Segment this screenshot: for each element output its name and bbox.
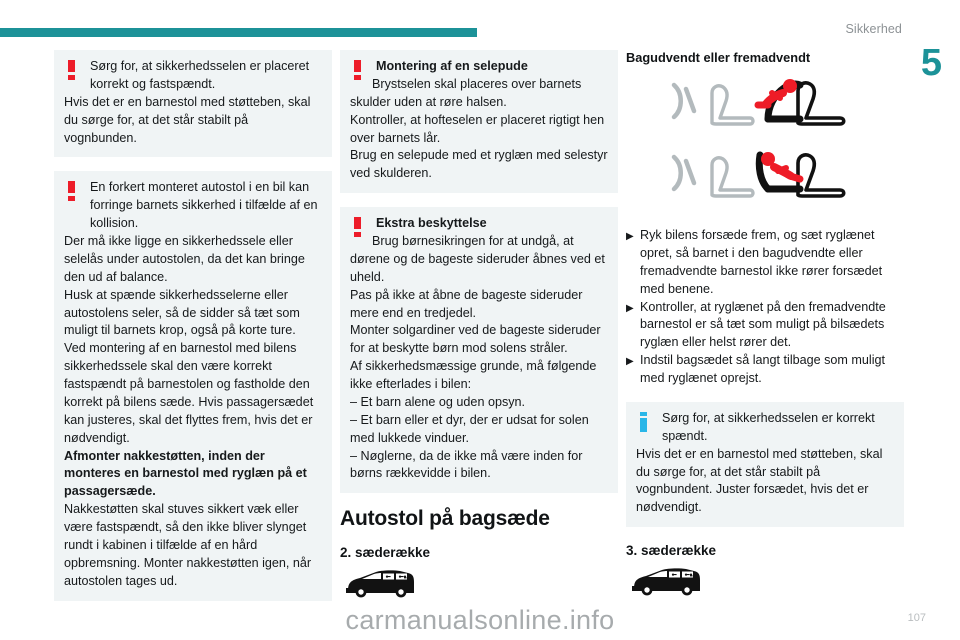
- site-watermark: carmanualsonline.info: [345, 605, 615, 635]
- warning-exclamation-icon: [354, 60, 361, 80]
- column-right: [626, 50, 904, 608]
- callout-body-text-1: Der må ikke ligge en sikkerhedssele eller selelås under autostolen, da det kan bringe den ud af balance.: [64, 234, 305, 284]
- warning-exclamation-icon: [354, 217, 361, 237]
- child-seat-orientation-diagrams: [650, 71, 880, 221]
- callout-lead-text: En forkert monteret autostol i en bil kan forringe barnets sikkerhed i tilfælde af en kollision.: [90, 180, 318, 231]
- warning-callout-extra-protection: [340, 207, 618, 493]
- callout-title: Montering af en selepude: [376, 59, 528, 73]
- callout-body-text: Hvis det er en barnestol med støtteben, skal du sørge for, at det står stabilt på vognbundent. Juster forsædet, hvis det er nødvendigt.: [636, 446, 883, 515]
- column-middle: [340, 50, 618, 610]
- callout-body-text-4: Nakkestøtten skal stuves sikkert væk eller være fastspændt, så den ikke bliver slynget rundt i kabinen i tilfælde af en hård opbremsning. Monter nakkestøtten igen, når autostolen tages ud.: [64, 502, 312, 588]
- warning-callout-booster-cushion: [340, 50, 618, 193]
- instruction-step: [626, 227, 904, 299]
- instruction-step: [626, 299, 904, 353]
- chapter-number: 5: [920, 42, 942, 84]
- callout-bullet-item: – Et barn alene og uden opsyn.: [350, 394, 526, 409]
- instruction-step-text: Kontroller, at ryglænet på den fremadvendte barnestol er så tæt som muligt på bilsædets ryglæn eller helst rører det.: [640, 299, 886, 350]
- callout-body-text-1: Pas på ikke at åbne de bageste sideruder mere end en tredjedel.: [350, 287, 583, 320]
- subsection-heading-third-row: 3. sæderække: [626, 543, 717, 559]
- column-left: [54, 50, 332, 615]
- header-accent-bar: [0, 28, 477, 37]
- warning-exclamation-icon: [68, 181, 75, 201]
- info-icon: [640, 412, 647, 432]
- callout-lead-text: Brug børnesikringen for at undgå, at dørene og de bageste sideruder åbnes ved et uheld.: [350, 234, 605, 284]
- callout-body-text: Hvis det er en barnestol med støtteben, skal du sørge for, at det står stabilt på vognbunden.: [64, 94, 311, 145]
- callout-body-text-1: Kontroller, at hofteselen er placeret rigtigt hen over barnets lår.: [350, 112, 605, 145]
- warning-exclamation-icon: [68, 60, 75, 80]
- heading-rear-or-forward-facing: Bagudvendt eller fremadvendt: [626, 50, 811, 65]
- callout-body-text-2: Monter solgardiner ved de bageste sideruder for at beskytte børn mod solens stråler.: [350, 323, 601, 356]
- arrow-bullet-icon: ▶: [626, 302, 634, 314]
- callout-lead-text: Brystselen skal placeres over barnets skulder uden at røre halsen.: [350, 76, 582, 109]
- callout-body-text-2: Brug en selepude med et ryglæn med selestyr ved skulderen.: [350, 148, 608, 181]
- subsection-heading-second-row: 2. sæderække: [340, 545, 431, 561]
- callout-lead-text: Sørg for, at sikkerhedsselen er korrekt spændt.: [662, 410, 875, 443]
- callout-body-text-3: Af sikkerhedsmæssige grunde, må følgende ikke efterlades i bilen:: [350, 359, 597, 391]
- van-side-view-third-row-icon: [628, 566, 704, 600]
- section-heading: Autostol på bagsæde: [340, 507, 550, 531]
- warning-callout-seatbelt-placement: [54, 50, 332, 157]
- callout-title: Ekstra beskyttelse: [376, 216, 487, 231]
- warning-callout-incorrect-install: [54, 171, 332, 600]
- instruction-step-text: Ryk bilens forsæde frem, og sæt ryglænet opret, så barnet i den bagudvendte eller fremadvendte barnestol ikke rører forsædet med benene.: [640, 228, 883, 296]
- page-header-title: Sikkerhed: [845, 22, 902, 36]
- info-callout-seatbelt-tension: [626, 402, 904, 527]
- callout-body-text-3: Ved montering af en barnestol med bilens sikkerhedssele skal den være korrekt fastspændt på barnestolen og fastholde den korrekt på bilens sæde. Hvis passagersædet kan justeres, skal det flyttes frem, hvis det er nødvendigt.: [64, 341, 314, 445]
- instruction-step-text: Indstil bagsædet så langt tilbage som muligt med ryglænet oprejst.: [640, 353, 886, 385]
- callout-bullet-item: – Nøglerne, da de ikke må være inden for børns rækkevidde i bilen.: [350, 448, 583, 481]
- arrow-bullet-icon: ▶: [626, 356, 634, 368]
- page-number: 107: [907, 612, 926, 624]
- callout-body-text-bold: Afmonter nakkestøtten, inden der monteres en barnestol med ryglæn på et passagersæde.: [64, 448, 307, 499]
- rear-facing-child-seat-diagram: [674, 152, 844, 196]
- forward-facing-child-seat-diagram: [674, 79, 844, 124]
- callout-bullet-item: – Et barn eller et dyr, der er udsat for solen med lukkede vinduer.: [350, 412, 589, 445]
- callout-lead-text: Sørg for, at sikkerhedsselen er placeret korrekt og fastspændt.: [90, 59, 310, 91]
- arrow-bullet-icon: ▶: [626, 231, 634, 242]
- callout-body-text-2: Husk at spænde sikkerhedsselerne eller autostolens seler, så de sidder så tæt som muligt til barnets krop, også på korte ture.: [64, 287, 300, 338]
- instruction-step: [626, 352, 904, 388]
- van-side-view-second-row-icon: [342, 568, 418, 602]
